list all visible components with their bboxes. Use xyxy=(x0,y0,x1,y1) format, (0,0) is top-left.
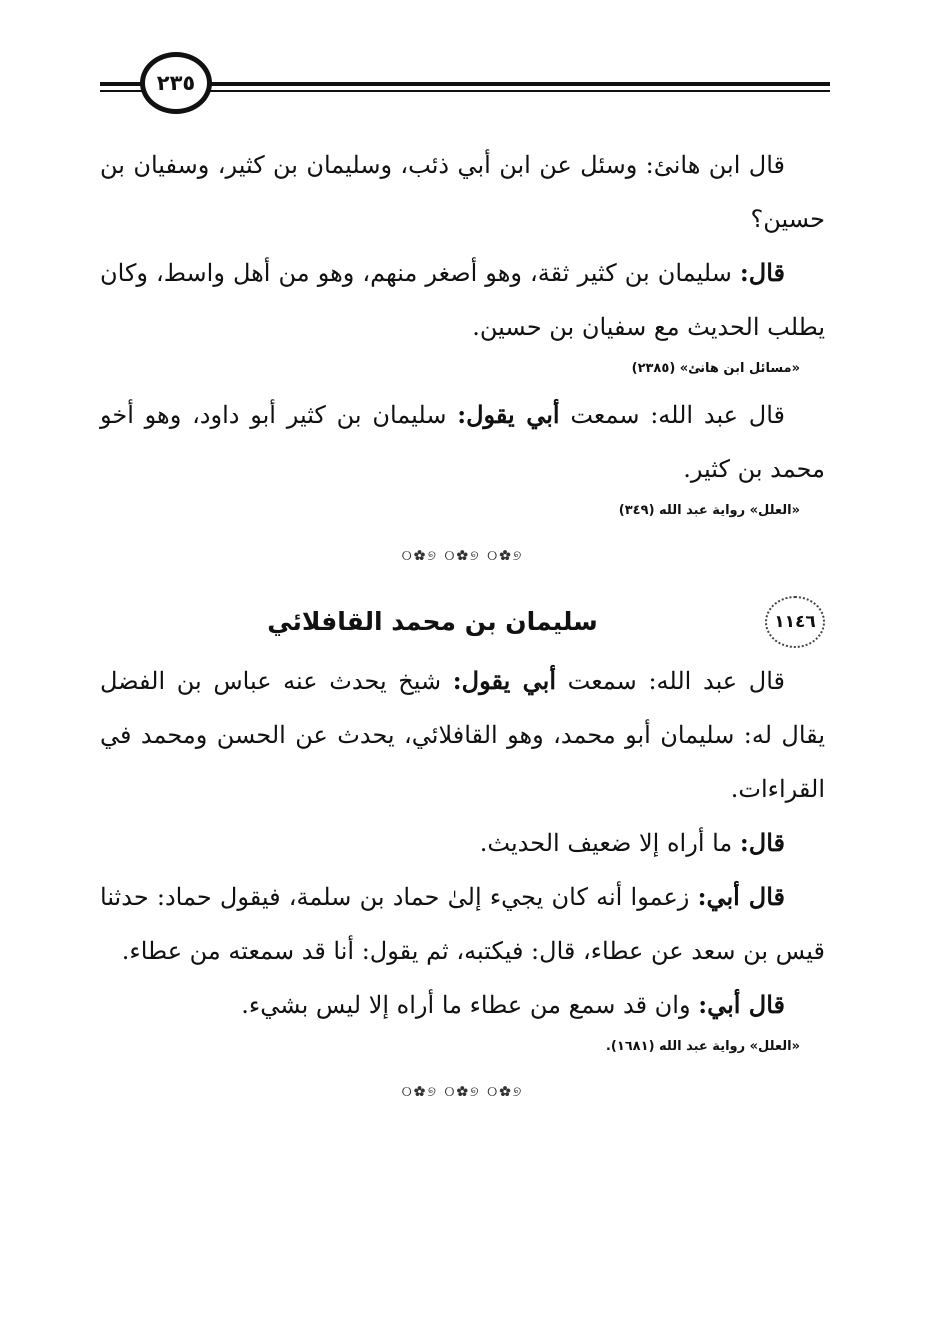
answer-lead: قال: xyxy=(739,258,785,287)
entry-paragraph xyxy=(100,654,825,816)
entry-text: زعموا أنه كان يجيء إلىٰ حماد بن سلمة، فيقول حماد: حدثنا قيس بن سعد عن عطاء، قال: فيكتبه، ثم يقول: أنا قد سمعته من عطاء. xyxy=(100,883,825,965)
entry-paragraph xyxy=(100,978,825,1032)
page-header xyxy=(100,52,830,132)
ornament-divider: ୦✿୭ ୦✿୭ ୦✿୭ xyxy=(401,1084,524,1100)
ornament-divider: ୦✿୭ ୦✿୭ ୦✿୭ xyxy=(401,548,524,564)
narration-prefix: قال عبد الله: سمعت xyxy=(559,401,785,429)
narration-lead: أبي يقول: xyxy=(457,400,560,429)
entry-lead: أبي يقول: xyxy=(452,666,557,695)
entry-paragraph xyxy=(100,816,825,870)
answer-text: سليمان بن كثير ثقة، وهو أصغر منهم، وهو من أهل واسط، وكان يطلب الحديث مع سفيان بن حسين. xyxy=(100,259,825,341)
narration-paragraph xyxy=(100,388,825,496)
entry-lead: قال أبي: xyxy=(697,882,786,911)
answer-paragraph xyxy=(100,246,825,354)
source-citation: «مسائل ابن هانئ» (٢٣٨٥) xyxy=(631,361,800,376)
question-paragraph xyxy=(100,138,825,246)
entry-paragraph xyxy=(100,870,825,978)
entry-number-ornament xyxy=(765,596,825,648)
page-number: ٢٣٥ xyxy=(156,71,196,95)
source-citation: «العلل» رواية عبد الله (٣٤٩) xyxy=(618,503,800,518)
entry-heading xyxy=(100,592,825,652)
narration-text: سليمان بن كثير أبو داود، وهو أخو محمد بن كثير. xyxy=(100,401,825,483)
page-number-badge xyxy=(140,52,212,114)
page-body xyxy=(100,138,825,1128)
entry-text: وان قد سمع من عطاء ما أراه إلا ليس بشيء. xyxy=(241,991,699,1019)
source-citation: «العلل» رواية عبد الله (١٦٨١). xyxy=(605,1039,800,1054)
entry-number: ١١٤٦ xyxy=(774,612,816,632)
entry-text: ما أراه إلا ضعيف الحديث. xyxy=(479,829,740,857)
entry-text: شيخ يحدث عنه عباس بن الفضل يقال له: سليمان أبو محمد، وهو القافلائي، يحدث عن الحسن ومحمد في القراءات. xyxy=(100,667,826,803)
entry-lead: قال أبي: xyxy=(698,990,785,1019)
entry-lead: قال: xyxy=(739,828,785,857)
entry-title: سليمان بن محمد القافلائي xyxy=(267,607,598,636)
entry-prefix: قال عبد الله: سمعت xyxy=(556,667,786,695)
question-text: قال ابن هانئ: وسئل عن ابن أبي ذئب، وسليمان بن كثير، وسفيان بن حسين؟ xyxy=(100,151,825,233)
